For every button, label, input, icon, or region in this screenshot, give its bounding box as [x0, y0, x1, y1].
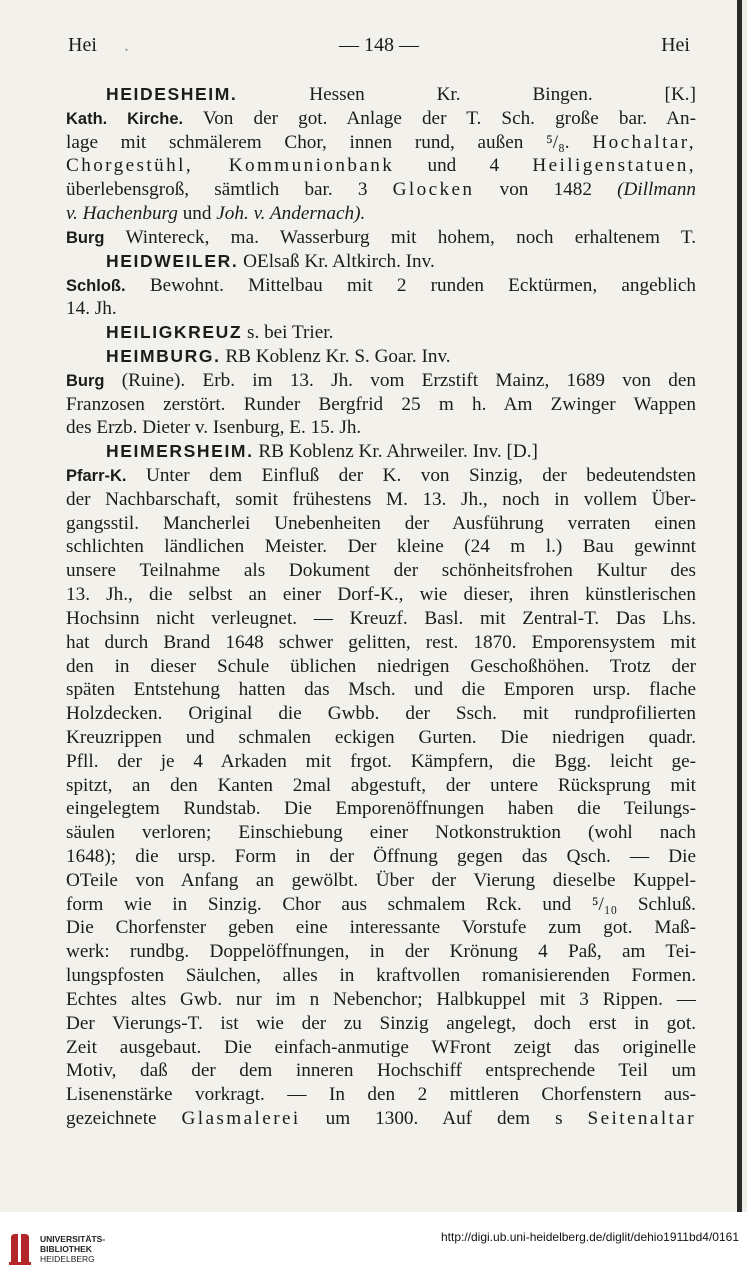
text-line [66, 464, 696, 488]
text-line [66, 345, 696, 369]
text-line [66, 583, 696, 607]
text-run: gangsstil. Mancherlei Unebenheiten der Ausführung verraten einen [66, 512, 696, 534]
entry-subheading: Burg [66, 371, 105, 390]
text-run: Heiligenstatuen, [532, 155, 696, 177]
text-run: 13. Jh., die selbst an einer Dorf-K., wie dieser, ihren künstlerischen [66, 584, 696, 606]
text-line [66, 869, 696, 893]
text-run: Unter dem Einfluß der K. von Sinzig, der bedeutendsten [126, 465, 696, 486]
text-run: schlichten ländlichen Meister. Der kleine (24 m l.) Bau gewinnt [66, 536, 696, 558]
text-line [66, 393, 696, 417]
text-run: Glasmalerei [181, 1107, 301, 1129]
text-run: des Erzb. Dieter v. Isenburg, E. 15. Jh. [66, 417, 362, 439]
text-line [66, 774, 696, 798]
text-line [66, 369, 696, 393]
text-line [66, 83, 696, 107]
text-line [66, 154, 696, 178]
text-run: Der Vierungs-T. ist wie der zu Sinzig angelegt, doch erst in got. [66, 1012, 696, 1034]
text-run: hat durch Brand 1648 schwer gelitten, rest. 1870. Emporensystem mit [66, 631, 696, 653]
library-name [40, 1234, 105, 1264]
text-line [66, 250, 696, 274]
text-run: OTeile von Anfang an gewölbt. Über der Vierung dieselbe Kuppel- [66, 869, 696, 891]
text-run: Hochsinn nicht verleugnet. — Kreuzf. Basl. mit Zentral-T. Das Lhs. [66, 607, 696, 629]
text-run: lage mit schmälerem Chor, innen rund, außen [66, 131, 547, 153]
text-run: um 1300. Auf dem s [300, 1107, 588, 1129]
text-run: Hochaltar, [592, 131, 696, 153]
running-header [68, 34, 690, 64]
text-run: gezeichnete [66, 1107, 182, 1129]
text-run: s. bei Trier. [242, 322, 334, 344]
text-line [66, 964, 696, 988]
text-line [66, 1107, 696, 1131]
text-line [66, 107, 696, 131]
text-run: Lisenenstärke vorkragt. — In den 2 mittleren Chorfenstern aus- [66, 1084, 696, 1106]
text-run: Franzosen zerstört. Runder Bergfrid 25 m h. Am Zwinger Wappen [66, 393, 696, 415]
text-line [66, 797, 696, 821]
text-run: RB Koblenz Kr. Ahrweiler. Inv. [D.] [253, 441, 538, 463]
entry-subheading: Burg [66, 228, 105, 247]
header-left: Hei [68, 34, 97, 56]
text-run: eingelegtem Rundstab. Die Emporenöffnungen haben die Teilungs- [66, 798, 696, 820]
text-run: überlebensgroß, sämtlich bar. 3 [66, 179, 393, 201]
text-line [66, 845, 696, 869]
text-line [66, 631, 696, 655]
text-line [66, 297, 696, 321]
text-line [66, 321, 696, 345]
body-text [66, 83, 696, 1131]
text-line [66, 821, 696, 845]
text-line [66, 1036, 696, 1060]
text-run: Glocken [392, 179, 475, 201]
text-run: RB Koblenz Kr. S. Goar. Inv. [220, 345, 451, 367]
text-line [66, 655, 696, 679]
text-run: Motiv, daß der dem inneren Hochschiff entsprechende Teil um [66, 1060, 696, 1082]
text-line [66, 893, 696, 917]
text-line [66, 988, 696, 1012]
entry-subheading: Schloß. [66, 276, 126, 295]
text-line [66, 1059, 696, 1083]
entry-subheading: Pfarr-K. [66, 467, 127, 485]
text-line [66, 178, 696, 202]
text-line [66, 1012, 696, 1036]
text-run: Pfll. der je 4 Arkaden mit frgot. Kämpfern, die Bgg. leicht ge- [66, 750, 696, 772]
page-number: — 148 — [339, 34, 419, 56]
text-line [66, 440, 696, 464]
text-line [66, 535, 696, 559]
library-logo-icon [8, 1232, 32, 1266]
text-run: v. Hachenburg [66, 203, 178, 225]
text-run: . [564, 131, 593, 153]
entry-heading: HEIDESHEIM. [106, 84, 238, 104]
footer-bar [0, 1212, 747, 1276]
text-run: und 4 [394, 155, 533, 177]
library-line: UNIVERSITÄTS- [40, 1234, 106, 1244]
text-run: (Ruine). Erb. im 13. Jh. vom Erzstift Mainz, 1689 von den [104, 369, 696, 391]
text-run: Kreuzrippen und schmalen eckigen Gurten. Die niedrigen quadr. [66, 726, 696, 748]
text-line [66, 726, 696, 750]
text-run: Schluß. [617, 893, 696, 915]
text-run: und [177, 203, 217, 225]
entry-heading: HEIMBURG. [106, 345, 221, 366]
text-line [66, 702, 696, 726]
text-line [66, 512, 696, 536]
text-run: spitzt, an den Kanten 2mal abgestuft, der untere Rücksprung mit [66, 774, 696, 796]
text-run: Joh. v. Andernach). [216, 203, 366, 225]
text-line [66, 131, 696, 155]
text-run: Bewohnt. Mittelbau mit 2 runden Ecktürmen, angeblich [125, 274, 696, 296]
text-run: (Dillmann [617, 179, 697, 201]
entry-heading: HEIMERSHEIM. [106, 441, 254, 462]
text-line [66, 416, 696, 440]
text-run: 14. Jh. [66, 298, 117, 320]
text-run: form wie in Sinzig. Chor aus schmalem Rck. und [66, 893, 592, 915]
text-run: von 1482 [474, 179, 618, 201]
text-run: unsere Teilnahme als Dokument der schönheitsfrohen Kultur des [66, 560, 696, 582]
text-line [66, 202, 696, 226]
text-run: Hessen Kr. Bingen. [K.] [237, 84, 696, 105]
text-run: Seitenaltar [587, 1107, 696, 1129]
text-run: Wintereck, ma. Wasserburg mit hohem, noch erhaltenem T. [104, 226, 696, 248]
text-run: säulen verloren; Einschiebung einer Notkonstruktion (wohl nach [66, 822, 696, 844]
page-edge [737, 0, 742, 1212]
text-run: Holzdecken. Original die Gwbb. der Ssch. mit rundprofilierten [66, 703, 696, 725]
text-line [66, 607, 696, 631]
text-line [66, 1083, 696, 1107]
text-line [66, 750, 696, 774]
text-run: werk: rundbg. Doppelöffnungen, in der Krönung 4 Paß, am Tei- [66, 941, 696, 963]
text-line [66, 274, 696, 298]
text-run: lungspfosten Säulchen, alles in kraftvollen romanisierenden Formen. [66, 965, 696, 987]
library-line: BIBLIOTHEK [40, 1244, 92, 1254]
header-dot: . [124, 34, 129, 56]
source-link[interactable]: http://digi.ub.uni-heidelberg.de/diglit/dehio1911bd4/0161 [440, 1230, 739, 1244]
text-run: 1648); die ursp. Form in der Öffnung gegen das Qsch. — Die [66, 846, 696, 867]
text-line [66, 678, 696, 702]
text-line [66, 916, 696, 940]
text-run: der Nachbarschaft, somit frühestens M. 13. Jh., noch in vollem Über- [66, 488, 696, 510]
text-run: den in dieser Schule üblichen niedrigen Geschoßhöhen. Trotz der [66, 655, 696, 677]
header-right: Hei [661, 34, 690, 56]
text-run: späten Entstehung hatten das Msch. und die Emporen ursp. flache [66, 679, 696, 701]
text-run: Chorgestühl, Kommunionbank [66, 155, 395, 177]
text-line [66, 488, 696, 512]
text-run: Zeit ausgebaut. Die einfach-anmutige WFront zeigt das originelle [66, 1036, 696, 1058]
text-line [66, 940, 696, 964]
text-run: Von der got. Anlage der T. Sch. große bar. An- [183, 107, 696, 129]
text-run: Die Chorfenster geben eine interessante Vorstufe zum got. Maß- [66, 917, 696, 939]
text-line [66, 226, 696, 250]
library-line: HEIDELBERG [40, 1254, 95, 1264]
text-line [66, 559, 696, 583]
entry-heading: HEIDWEILER. [106, 250, 239, 271]
text-run: ⁵/₁₀ [591, 893, 618, 915]
text-run: ⁵/₈ [546, 131, 565, 153]
text-run: OElsaß Kr. Altkirch. Inv. [238, 250, 435, 272]
entry-heading: HEILIGKREUZ [106, 322, 243, 343]
entry-subheading: Kath. Kirche. [66, 109, 184, 128]
text-run: Echtes altes Gwb. nur im n Nebenchor; Halbkuppel mit 3 Rippen. — [66, 988, 696, 1010]
